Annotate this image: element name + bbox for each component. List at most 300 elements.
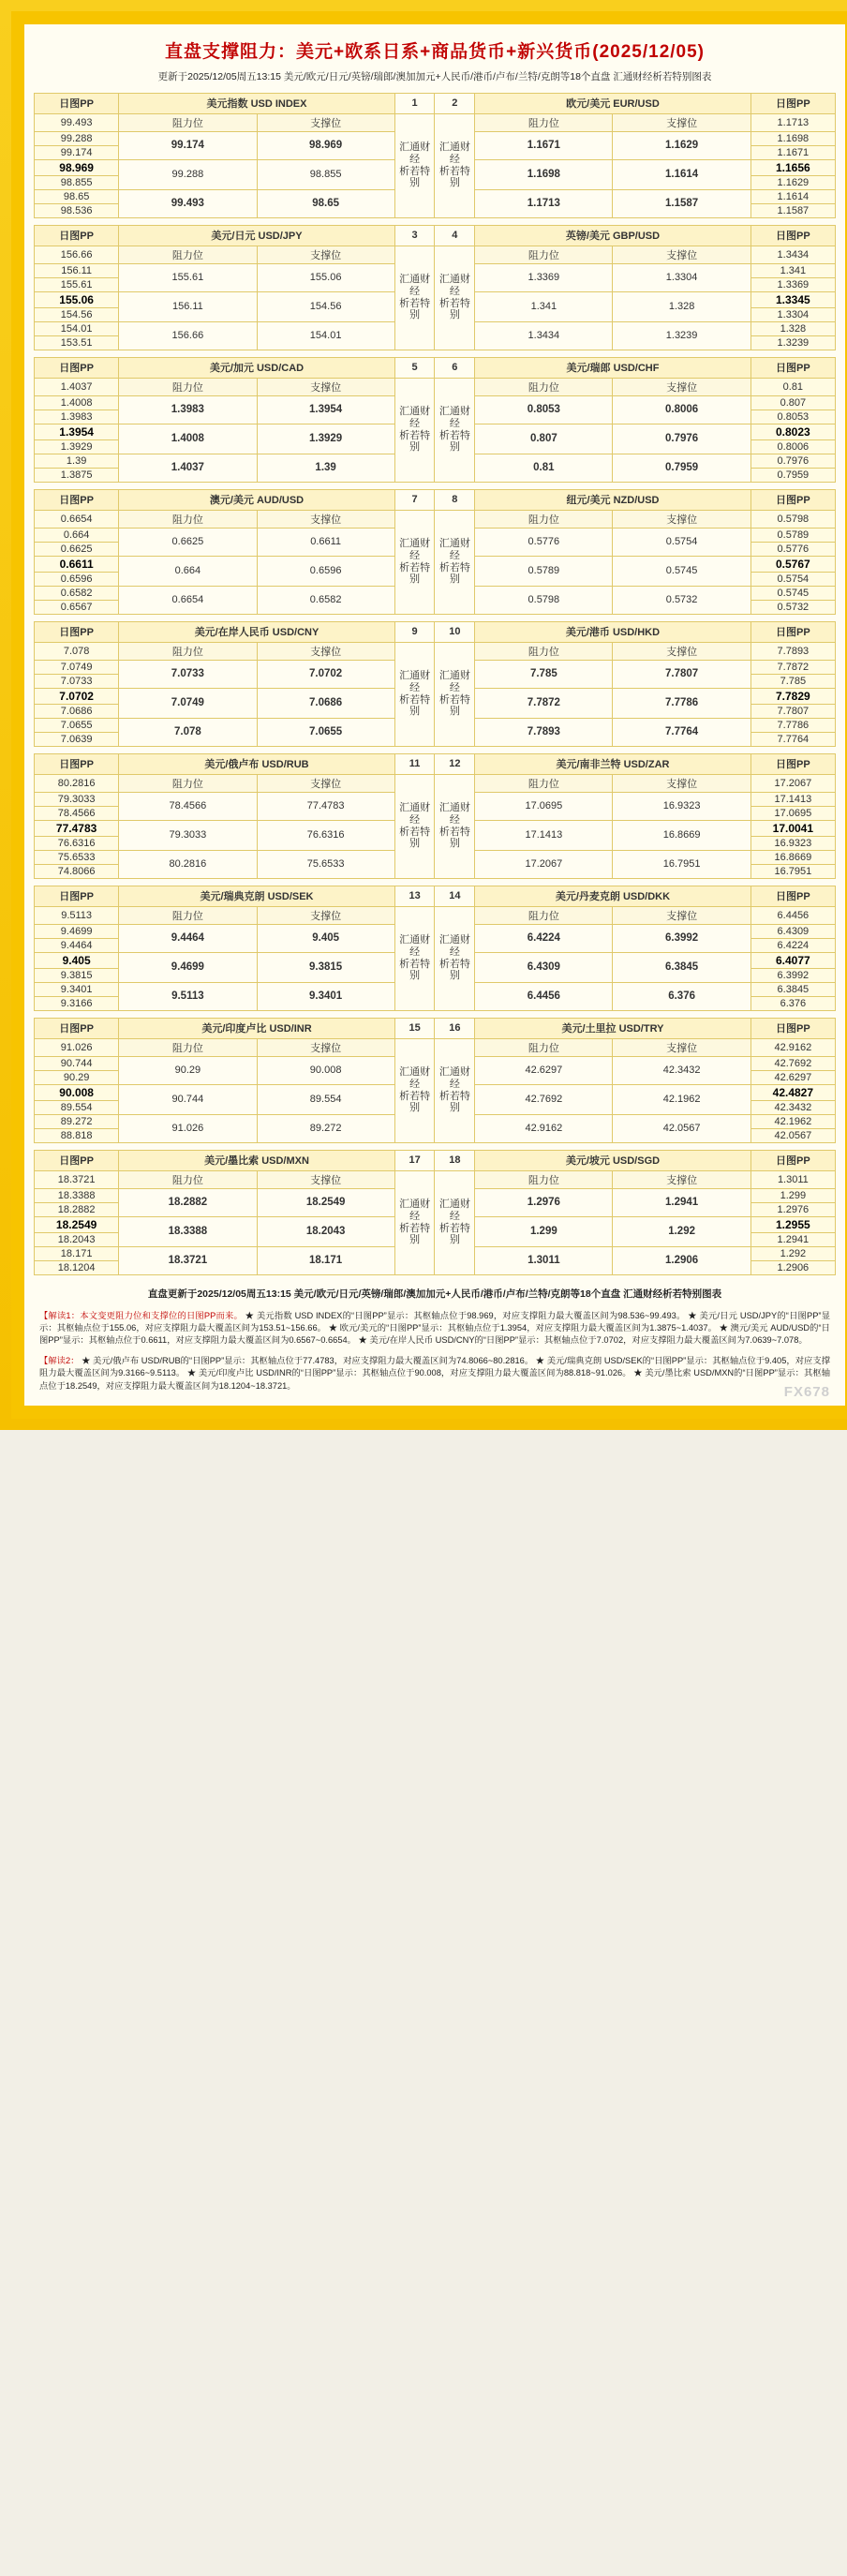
resistance-value: 99.288 <box>119 159 257 189</box>
support-value: 0.5754 <box>613 528 750 556</box>
support-value: 155.06 <box>257 263 394 291</box>
resistance-header-left: 阻力位 <box>119 378 257 395</box>
pp-header-right: 日图PP <box>750 1018 835 1038</box>
pp-value: 7.0702 <box>35 688 119 704</box>
pp-value: 1.2941 <box>750 1232 835 1246</box>
support-value: 0.6611 <box>257 528 394 556</box>
support-value: 1.2941 <box>613 1188 750 1216</box>
pp-value: 154.56 <box>35 307 119 321</box>
pp-header-left: 日图PP <box>35 93 119 113</box>
pp-value: 1.3434 <box>750 246 835 263</box>
pp-value: 18.3721 <box>35 1170 119 1188</box>
pair-title-left: 美元/墨比索 USD/MXN <box>119 1150 395 1170</box>
pp-value: 42.0567 <box>750 1128 835 1142</box>
pair-title-right: 美元/土里拉 USD/TRY <box>475 1018 751 1038</box>
pp-value: 77.4783 <box>35 820 119 836</box>
pp-header-left: 日图PP <box>35 225 119 246</box>
support-value: 1.1629 <box>613 131 750 159</box>
resistance-value: 90.744 <box>119 1084 257 1114</box>
support-value: 9.3401 <box>257 982 394 1010</box>
currency-pair-block <box>34 93 836 218</box>
support-value: 1.3954 <box>257 395 394 424</box>
pair-index-right: 18 <box>435 1150 475 1170</box>
resistance-value: 1.3983 <box>119 395 257 424</box>
pair-title-right: 美元/坡元 USD/SGD <box>475 1150 751 1170</box>
pp-value: 18.1204 <box>35 1260 119 1274</box>
resistance-value: 80.2816 <box>119 850 257 878</box>
pair-title-left: 美元/俄卢布 USD/RUB <box>119 753 395 774</box>
resistance-value: 7.0733 <box>119 660 257 688</box>
pp-value: 74.8066 <box>35 864 119 878</box>
support-value: 7.0686 <box>257 688 394 718</box>
support-value: 6.3992 <box>613 924 750 952</box>
support-value: 16.9323 <box>613 792 750 820</box>
resistance-value: 0.6625 <box>119 528 257 556</box>
pair-index-left: 9 <box>394 621 435 642</box>
resistance-value: 6.4224 <box>475 924 613 952</box>
resistance-header-right: 阻力位 <box>475 113 613 131</box>
pp-value: 7.7764 <box>750 732 835 746</box>
support-header-left: 支撑位 <box>257 1170 394 1188</box>
pp-value: 154.01 <box>35 321 119 335</box>
resistance-header-right: 阻力位 <box>475 378 613 395</box>
pp-value: 156.66 <box>35 246 119 263</box>
support-value: 9.3815 <box>257 952 394 982</box>
support-value: 1.3304 <box>613 263 750 291</box>
site-watermark: FX678 <box>783 1384 830 1401</box>
pp-value: 42.1962 <box>750 1114 835 1128</box>
pp-value: 1.3954 <box>35 424 119 439</box>
pp-value: 0.5776 <box>750 542 835 556</box>
pp-header-right: 日图PP <box>750 225 835 246</box>
support-value: 0.5745 <box>613 556 750 586</box>
pp-value: 17.0695 <box>750 806 835 820</box>
watermark-left: 汇通财经 析若特别 <box>394 246 435 350</box>
pp-header-right: 日图PP <box>750 621 835 642</box>
support-value: 98.65 <box>257 189 394 217</box>
resistance-value: 7.0749 <box>119 688 257 718</box>
pp-value: 42.3432 <box>750 1100 835 1114</box>
pair-title-right: 欧元/美元 EUR/USD <box>475 93 751 113</box>
pp-value: 1.1629 <box>750 175 835 189</box>
pp-value: 1.2955 <box>750 1216 835 1232</box>
resistance-value: 6.4309 <box>475 952 613 982</box>
pp-value: 80.2816 <box>35 774 119 792</box>
pair-index-right: 12 <box>435 753 475 774</box>
pp-header-left: 日图PP <box>35 621 119 642</box>
support-header-right: 支撑位 <box>613 1038 750 1056</box>
pp-value: 0.8053 <box>750 409 835 424</box>
pp-value: 0.5798 <box>750 510 835 528</box>
support-header-right: 支撑位 <box>613 378 750 395</box>
resistance-value: 7.7893 <box>475 718 613 746</box>
pair-index-right: 14 <box>435 886 475 906</box>
pp-value: 7.0686 <box>35 704 119 718</box>
pp-value: 153.51 <box>35 335 119 350</box>
pp-value: 7.0655 <box>35 718 119 732</box>
pp-value: 0.6625 <box>35 542 119 556</box>
pp-value: 7.0749 <box>35 660 119 674</box>
pair-index-left: 1 <box>394 93 435 113</box>
pp-value: 91.026 <box>35 1038 119 1056</box>
pp-value: 1.3304 <box>750 307 835 321</box>
support-value: 1.3239 <box>613 321 750 350</box>
support-header-left: 支撑位 <box>257 642 394 660</box>
footer-note: 直盘更新于2025/12/05周五13:15 美元/欧元/日元/英镑/瑞郎/澳加加元+人民币/港币/卢布/兰特/克朗等18个直盘 汇通财经析若特别图表 <box>147 1288 722 1300</box>
currency-pair-block <box>34 225 836 350</box>
pair-index-left: 11 <box>394 753 435 774</box>
watermark-right: 汇通财经 析若特别 <box>435 1038 475 1142</box>
resistance-value: 155.61 <box>119 263 257 291</box>
pp-value: 7.7786 <box>750 718 835 732</box>
pp-header-right: 日图PP <box>750 93 835 113</box>
pair-index-left: 17 <box>394 1150 435 1170</box>
support-value: 42.0567 <box>613 1114 750 1142</box>
pair-title-right: 英镑/美元 GBP/USD <box>475 225 751 246</box>
support-value: 18.2549 <box>257 1188 394 1216</box>
watermark-left: 汇通财经 析若特别 <box>394 1170 435 1274</box>
support-value: 0.6582 <box>257 586 394 614</box>
pp-value: 0.7976 <box>750 454 835 468</box>
resistance-value: 78.4566 <box>119 792 257 820</box>
pair-index-left: 7 <box>394 489 435 510</box>
pp-value: 7.7807 <box>750 704 835 718</box>
support-header-left: 支撑位 <box>257 378 394 395</box>
resistance-value: 1.299 <box>475 1216 613 1246</box>
pp-value: 16.8669 <box>750 850 835 864</box>
support-value: 89.272 <box>257 1114 394 1142</box>
pair-index-left: 13 <box>394 886 435 906</box>
pair-title-left: 美元/在岸人民币 USD/CNY <box>119 621 395 642</box>
pair-title-right: 美元/瑞郎 USD/CHF <box>475 357 751 378</box>
pp-value: 1.3011 <box>750 1170 835 1188</box>
pair-title-left: 美元/加元 USD/CAD <box>119 357 395 378</box>
pp-value: 90.744 <box>35 1056 119 1070</box>
support-value: 154.56 <box>257 291 394 321</box>
pp-value: 98.855 <box>35 175 119 189</box>
pp-value: 1.3345 <box>750 291 835 307</box>
pp-value: 42.4827 <box>750 1084 835 1100</box>
pp-value: 6.4309 <box>750 924 835 938</box>
pp-value: 1.292 <box>750 1246 835 1260</box>
watermark-right: 汇通财经 析若特别 <box>435 113 475 217</box>
pp-value: 6.4224 <box>750 938 835 952</box>
pp-value: 18.3388 <box>35 1188 119 1202</box>
pp-value: 90.008 <box>35 1084 119 1100</box>
pair-title-left: 美元/瑞典克朗 USD/SEK <box>119 886 395 906</box>
pp-value: 1.1614 <box>750 189 835 203</box>
pp-value: 0.5789 <box>750 528 835 542</box>
support-header-right: 支撑位 <box>613 642 750 660</box>
pp-value: 9.4699 <box>35 924 119 938</box>
watermark-left: 汇通财经 析若特别 <box>394 1038 435 1142</box>
pp-value: 0.5754 <box>750 572 835 586</box>
pp-value: 1.299 <box>750 1188 835 1202</box>
pp-value: 0.7959 <box>750 468 835 482</box>
resistance-header-right: 阻力位 <box>475 642 613 660</box>
support-value: 18.171 <box>257 1246 394 1274</box>
currency-pair-block <box>34 1150 836 1275</box>
watermark-left: 汇通财经 析若特别 <box>394 510 435 614</box>
pp-value: 1.3929 <box>35 439 119 454</box>
resistance-value: 156.11 <box>119 291 257 321</box>
resistance-header-left: 阻力位 <box>119 113 257 131</box>
watermark-right: 汇通财经 析若特别 <box>435 378 475 482</box>
resistance-value: 0.5776 <box>475 528 613 556</box>
pp-value: 17.1413 <box>750 792 835 806</box>
support-value: 16.7951 <box>613 850 750 878</box>
pp-header-left: 日图PP <box>35 886 119 906</box>
resistance-value: 42.6297 <box>475 1056 613 1084</box>
pair-title-left: 美元指数 USD INDEX <box>119 93 395 113</box>
pp-value: 42.9162 <box>750 1038 835 1056</box>
pp-value: 9.5113 <box>35 906 119 924</box>
resistance-value: 0.807 <box>475 424 613 454</box>
currency-pair-block <box>34 886 836 1011</box>
page-title: 直盘支撑阻力：美元+欧系日系+商品货币+新兴货币(2025/12/05) <box>164 42 706 62</box>
pp-value: 0.664 <box>35 528 119 542</box>
pp-value: 1.3239 <box>750 335 835 350</box>
pp-value: 155.06 <box>35 291 119 307</box>
pp-value: 1.3369 <box>750 277 835 291</box>
resistance-value: 1.1713 <box>475 189 613 217</box>
pp-value: 0.5745 <box>750 586 835 600</box>
resistance-header-right: 阻力位 <box>475 906 613 924</box>
pair-title-right: 美元/南非兰特 USD/ZAR <box>475 753 751 774</box>
pair-index-right: 6 <box>435 357 475 378</box>
support-header-left: 支撑位 <box>257 113 394 131</box>
resistance-value: 9.5113 <box>119 982 257 1010</box>
resistance-value: 17.2067 <box>475 850 613 878</box>
pp-value: 1.1671 <box>750 145 835 159</box>
resistance-value: 1.4037 <box>119 454 257 482</box>
pp-value: 1.1656 <box>750 159 835 175</box>
resistance-value: 18.3721 <box>119 1246 257 1274</box>
pp-value: 9.3401 <box>35 982 119 996</box>
support-value: 1.328 <box>613 291 750 321</box>
support-value: 0.8006 <box>613 395 750 424</box>
pp-header-left: 日图PP <box>35 753 119 774</box>
resistance-value: 99.493 <box>119 189 257 217</box>
watermark-left: 汇通财经 析若特别 <box>394 113 435 217</box>
support-value: 7.7807 <box>613 660 750 688</box>
resistance-header-left: 阻力位 <box>119 1170 257 1188</box>
resistance-value: 42.9162 <box>475 1114 613 1142</box>
pp-value: 1.3875 <box>35 468 119 482</box>
resistance-value: 17.0695 <box>475 792 613 820</box>
resistance-value: 1.2976 <box>475 1188 613 1216</box>
pp-value: 0.8023 <box>750 424 835 439</box>
pp-value: 99.493 <box>35 113 119 131</box>
support-value: 77.4783 <box>257 792 394 820</box>
pair-index-left: 15 <box>394 1018 435 1038</box>
watermark-right: 汇通财经 析若特别 <box>435 774 475 878</box>
support-value: 0.5732 <box>613 586 750 614</box>
pair-title-right: 美元/丹麦克朗 USD/DKK <box>475 886 751 906</box>
resistance-value: 7.785 <box>475 660 613 688</box>
pp-value: 99.288 <box>35 131 119 145</box>
support-header-right: 支撑位 <box>613 1170 750 1188</box>
resistance-header-left: 阻力位 <box>119 246 257 263</box>
watermark-left: 汇通财经 析若特别 <box>394 642 435 746</box>
page-content <box>11 11 847 1419</box>
watermark-right: 汇通财经 析若特别 <box>435 510 475 614</box>
pp-value: 90.29 <box>35 1070 119 1084</box>
watermark-right: 汇通财经 析若特别 <box>435 906 475 1010</box>
support-value: 90.008 <box>257 1056 394 1084</box>
pp-value: 42.7692 <box>750 1056 835 1070</box>
resistance-header-right: 阻力位 <box>475 1170 613 1188</box>
pp-header-left: 日图PP <box>35 357 119 378</box>
resistance-value: 0.6654 <box>119 586 257 614</box>
pair-index-left: 3 <box>394 225 435 246</box>
support-value: 42.3432 <box>613 1056 750 1084</box>
support-value: 6.3845 <box>613 952 750 982</box>
pp-value: 155.61 <box>35 277 119 291</box>
resistance-value: 1.341 <box>475 291 613 321</box>
support-value: 7.0655 <box>257 718 394 746</box>
resistance-header-left: 阻力位 <box>119 510 257 528</box>
pp-value: 0.6596 <box>35 572 119 586</box>
pp-value: 6.376 <box>750 996 835 1010</box>
pp-header-left: 日图PP <box>35 489 119 510</box>
pair-title-left: 美元/日元 USD/JPY <box>119 225 395 246</box>
resistance-header-left: 阻力位 <box>119 774 257 792</box>
pp-header-left: 日图PP <box>35 1150 119 1170</box>
pp-value: 7.7872 <box>750 660 835 674</box>
pp-header-right: 日图PP <box>750 753 835 774</box>
pp-value: 0.6567 <box>35 600 119 614</box>
pp-value: 9.3815 <box>35 968 119 982</box>
support-header-right: 支撑位 <box>613 113 750 131</box>
support-header-left: 支撑位 <box>257 246 394 263</box>
support-value: 76.6316 <box>257 820 394 850</box>
pp-value: 1.4008 <box>35 395 119 409</box>
pp-value: 99.174 <box>35 145 119 159</box>
resistance-value: 1.4008 <box>119 424 257 454</box>
support-value: 42.1962 <box>613 1084 750 1114</box>
pp-value: 18.2043 <box>35 1232 119 1246</box>
resistance-header-right: 阻力位 <box>475 774 613 792</box>
support-value: 1.3929 <box>257 424 394 454</box>
support-header-left: 支撑位 <box>257 510 394 528</box>
resistance-header-right: 阻力位 <box>475 246 613 263</box>
pp-value: 1.39 <box>35 454 119 468</box>
resistance-value: 0.5789 <box>475 556 613 586</box>
currency-pair-block <box>34 1018 836 1143</box>
resistance-header-left: 阻力位 <box>119 906 257 924</box>
pair-title-right: 纽元/美元 NZD/USD <box>475 489 751 510</box>
currency-pair-block <box>34 621 836 747</box>
support-value: 0.7959 <box>613 454 750 482</box>
support-value: 98.855 <box>257 159 394 189</box>
pp-value: 0.807 <box>750 395 835 409</box>
pp-value: 0.81 <box>750 378 835 395</box>
pair-index-right: 2 <box>435 93 475 113</box>
resistance-value: 7.7872 <box>475 688 613 718</box>
currency-pair-block <box>34 489 836 615</box>
watermark-left: 汇通财经 析若特别 <box>394 906 435 1010</box>
pp-value: 7.7829 <box>750 688 835 704</box>
pp-value: 76.6316 <box>35 836 119 850</box>
resistance-value: 7.078 <box>119 718 257 746</box>
support-header-right: 支撑位 <box>613 510 750 528</box>
support-value: 98.969 <box>257 131 394 159</box>
resistance-value: 0.81 <box>475 454 613 482</box>
pp-value: 156.11 <box>35 263 119 277</box>
pp-header-right: 日图PP <box>750 1150 835 1170</box>
resistance-value: 6.4456 <box>475 982 613 1010</box>
support-header-right: 支撑位 <box>613 246 750 263</box>
pp-value: 1.2976 <box>750 1202 835 1216</box>
pp-value: 18.2549 <box>35 1216 119 1232</box>
resistance-value: 9.4464 <box>119 924 257 952</box>
pair-index-right: 10 <box>435 621 475 642</box>
pp-value: 17.2067 <box>750 774 835 792</box>
resistance-value: 99.174 <box>119 131 257 159</box>
pp-value: 9.3166 <box>35 996 119 1010</box>
pp-value: 88.818 <box>35 1128 119 1142</box>
support-value: 7.0702 <box>257 660 394 688</box>
resistance-header-right: 阻力位 <box>475 510 613 528</box>
resistance-value: 18.3388 <box>119 1216 257 1246</box>
pp-value: 1.328 <box>750 321 835 335</box>
resistance-value: 17.1413 <box>475 820 613 850</box>
pp-value: 16.9323 <box>750 836 835 850</box>
resistance-value: 0.5798 <box>475 586 613 614</box>
pair-title-right: 美元/港币 USD/HKD <box>475 621 751 642</box>
pp-value: 7.785 <box>750 674 835 688</box>
pp-value: 98.65 <box>35 189 119 203</box>
pp-value: 6.4077 <box>750 952 835 968</box>
pp-value: 9.4464 <box>35 938 119 952</box>
resistance-value: 1.3369 <box>475 263 613 291</box>
pair-index-right: 16 <box>435 1018 475 1038</box>
pp-header-right: 日图PP <box>750 489 835 510</box>
pp-value: 6.4456 <box>750 906 835 924</box>
resistance-value: 9.4699 <box>119 952 257 982</box>
resistance-value: 91.026 <box>119 1114 257 1142</box>
pp-value: 98.969 <box>35 159 119 175</box>
support-value: 1.1614 <box>613 159 750 189</box>
pp-value: 98.536 <box>35 203 119 217</box>
pp-value: 0.6582 <box>35 586 119 600</box>
pp-value: 89.272 <box>35 1114 119 1128</box>
resistance-value: 156.66 <box>119 321 257 350</box>
resistance-value: 0.664 <box>119 556 257 586</box>
pp-value: 16.7951 <box>750 864 835 878</box>
pp-value: 1.2906 <box>750 1260 835 1274</box>
pair-title-left: 美元/印度卢比 USD/INR <box>119 1018 395 1038</box>
support-value: 7.7786 <box>613 688 750 718</box>
pp-header-right: 日图PP <box>750 357 835 378</box>
pp-value: 0.5767 <box>750 556 835 572</box>
currency-pair-block <box>34 753 836 879</box>
pp-value: 1.1713 <box>750 113 835 131</box>
pp-value: 1.1587 <box>750 203 835 217</box>
pp-value: 0.5732 <box>750 600 835 614</box>
pp-value: 1.3983 <box>35 409 119 424</box>
support-value: 7.7764 <box>613 718 750 746</box>
pp-value: 0.8006 <box>750 439 835 454</box>
support-header-left: 支撑位 <box>257 906 394 924</box>
support-value: 0.7976 <box>613 424 750 454</box>
currency-blocks <box>34 93 836 1275</box>
support-value: 89.554 <box>257 1084 394 1114</box>
pp-value: 18.2882 <box>35 1202 119 1216</box>
resistance-value: 42.7692 <box>475 1084 613 1114</box>
support-value: 6.376 <box>613 982 750 1010</box>
